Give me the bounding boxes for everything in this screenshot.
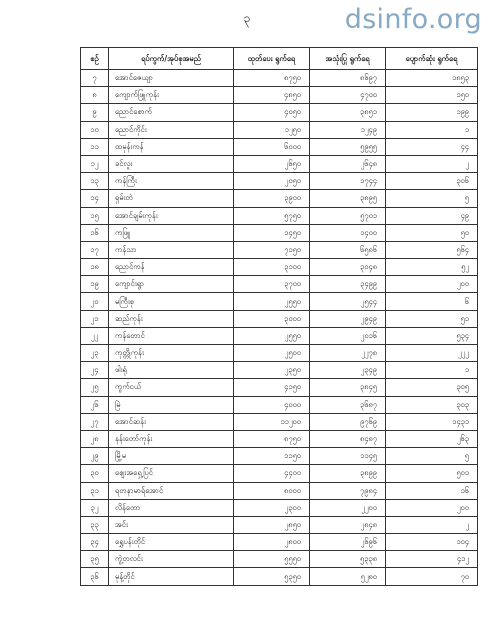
data-table bbox=[80, 47, 477, 586]
table-row bbox=[81, 551, 478, 568]
cell-used: ၂၂၀၀ bbox=[310, 499, 386, 516]
cell-lost: ၄၉ bbox=[386, 207, 478, 224]
table-row bbox=[81, 516, 478, 533]
cell-issued: ၅၃၅၀ bbox=[234, 568, 310, 585]
cell-issued: ၅၇၅၀ bbox=[234, 207, 310, 224]
cell-used: ၂၂၇၈ bbox=[310, 345, 386, 362]
cell-lost: ၇၀ bbox=[386, 568, 478, 585]
cell-lost: ၂၂၂ bbox=[386, 345, 478, 362]
cell-serial: ၁၁ bbox=[81, 138, 109, 155]
cell-used: ၂၆၉၆ bbox=[310, 534, 386, 551]
cell-lost: ၁ bbox=[386, 362, 478, 379]
cell-serial: ၉ bbox=[81, 104, 109, 121]
cell-ward-name: ကန်တောင် bbox=[109, 327, 234, 344]
header-lost: ပျောက်ဆုံး ရွက်ရေ bbox=[386, 48, 478, 70]
cell-ward-name: ထမုန်းကန် bbox=[109, 138, 234, 155]
cell-serial: ၃၁ bbox=[81, 482, 109, 499]
table-row bbox=[81, 499, 478, 516]
cell-serial: ၁၉ bbox=[81, 276, 109, 293]
cell-lost: ၁၈၅၃ bbox=[386, 70, 478, 87]
cell-serial: ၃၄ bbox=[81, 534, 109, 551]
cell-lost: ၁၄၃၁ bbox=[386, 413, 478, 430]
cell-used: ၆၅၈၆ bbox=[310, 241, 386, 258]
cell-issued: ၂၅၅၀ bbox=[234, 327, 310, 344]
cell-serial: ၁၃ bbox=[81, 173, 109, 190]
cell-issued: ၁၂၅၀ bbox=[234, 121, 310, 138]
cell-ward-name: ကန်သာ bbox=[109, 241, 234, 258]
cell-used: ၂၀၁၆ bbox=[310, 327, 386, 344]
table-row bbox=[81, 259, 478, 276]
table-row bbox=[81, 190, 478, 207]
cell-lost: ၅၆၄ bbox=[386, 241, 478, 258]
cell-used: ၇၉၈၄ bbox=[310, 482, 386, 499]
cell-ward-name: မကြီးစု bbox=[109, 293, 234, 310]
cell-used: ၃၈၉၅ bbox=[310, 190, 386, 207]
cell-serial: ၁၀ bbox=[81, 121, 109, 138]
cell-issued: ၂၅၅၀ bbox=[234, 293, 310, 310]
cell-ward-name: ရှမ်းတဲ bbox=[109, 190, 234, 207]
cell-ward-name: ကဖြူ bbox=[109, 224, 234, 241]
cell-issued: ၂၅၀၀ bbox=[234, 345, 310, 362]
cell-ward-name: ကျောက်ဖြူကုန်း bbox=[109, 87, 234, 104]
cell-issued: ၄၁၅၀ bbox=[234, 379, 310, 396]
header-serial: စဉ် bbox=[81, 48, 109, 70]
cell-issued: ၈၇၅၀ bbox=[234, 70, 310, 87]
cell-lost: ၂ bbox=[386, 155, 478, 172]
table-row bbox=[81, 448, 478, 465]
cell-serial: ၁၇ bbox=[81, 241, 109, 258]
cell-used: ၈၆၉၇ bbox=[310, 70, 386, 87]
table-row bbox=[81, 276, 478, 293]
cell-issued: ၁၁၅၀ bbox=[234, 448, 310, 465]
cell-serial: ၁၆ bbox=[81, 224, 109, 241]
table-row bbox=[81, 173, 478, 190]
cell-lost: ၅၀၁ bbox=[386, 465, 478, 482]
cell-issued: ၃၇၀၀ bbox=[234, 276, 310, 293]
cell-serial: ၂၂ bbox=[81, 327, 109, 344]
cell-issued: ၂၈၀၀ bbox=[234, 534, 310, 551]
cell-ward-name: ကျောင်းရွာ bbox=[109, 276, 234, 293]
table-row bbox=[81, 310, 478, 327]
cell-ward-name: ညောင်ကိုင်း bbox=[109, 121, 234, 138]
cell-lost: ၂ bbox=[386, 516, 478, 533]
cell-used: ၈၄၈၇ bbox=[310, 430, 386, 447]
cell-issued: ၈၇၅၀ bbox=[234, 430, 310, 447]
header-issued: ထုတ်ပေး ရွက်ရေ bbox=[234, 48, 310, 70]
cell-serial: ၁၅ bbox=[81, 207, 109, 224]
cell-used: ၁၂၄၉ bbox=[310, 121, 386, 138]
table-row bbox=[81, 413, 478, 430]
cell-ward-name: အောင်ချမ်းကုန်း bbox=[109, 207, 234, 224]
cell-issued: ၂၀၅၀ bbox=[234, 173, 310, 190]
table-row bbox=[81, 224, 478, 241]
cell-lost: ၅ bbox=[386, 448, 478, 465]
table-row bbox=[81, 121, 478, 138]
cell-ward-name: ညောင်ကန် bbox=[109, 259, 234, 276]
cell-lost: ၂၆၃ bbox=[386, 430, 478, 447]
cell-serial: ၃၅ bbox=[81, 551, 109, 568]
table-header-row bbox=[81, 48, 478, 70]
cell-lost: ၂၀၀ bbox=[386, 276, 478, 293]
cell-used: ၅၂၈၀ bbox=[310, 568, 386, 585]
cell-issued: ၁၁၂၀၀ bbox=[234, 413, 310, 430]
cell-used: ၃၈၅၁ bbox=[310, 104, 386, 121]
cell-ward-name: ဖါးရုံ bbox=[109, 362, 234, 379]
cell-serial: ၁၄ bbox=[81, 190, 109, 207]
cell-lost: ၃၀၃ bbox=[386, 396, 478, 413]
cell-serial: ၁၂ bbox=[81, 155, 109, 172]
cell-used: ၂၆၄၈ bbox=[310, 155, 386, 172]
table-row bbox=[81, 482, 478, 499]
cell-serial: ၃၃ bbox=[81, 516, 109, 533]
cell-lost: ၁၅၀ bbox=[386, 87, 478, 104]
cell-lost: ၁၀၄ bbox=[386, 534, 478, 551]
table-row bbox=[81, 379, 478, 396]
table-row bbox=[81, 293, 478, 310]
table-row bbox=[81, 70, 478, 87]
cell-used: ၃၄၉၉ bbox=[310, 276, 386, 293]
table-row bbox=[81, 138, 478, 155]
cell-used: ၂၈၄၈ bbox=[310, 516, 386, 533]
cell-used: ၃၈၄၅ bbox=[310, 379, 386, 396]
cell-ward-name: ညောင်စောက် bbox=[109, 104, 234, 121]
cell-used: ၉၇၆၉ bbox=[310, 413, 386, 430]
cell-lost: ၅ bbox=[386, 190, 478, 207]
table-row bbox=[81, 465, 478, 482]
cell-lost: ၄၄ bbox=[386, 138, 478, 155]
cell-serial: ၂၈ bbox=[81, 430, 109, 447]
cell-used: ၅၃၃၈ bbox=[310, 551, 386, 568]
table-row bbox=[81, 396, 478, 413]
cell-ward-name: ကွက်ငယ် bbox=[109, 379, 234, 396]
table-row bbox=[81, 241, 478, 258]
cell-issued: ၂၃၀၀ bbox=[234, 499, 310, 516]
cell-ward-name: ဈေးအရှေ့ပြင် bbox=[109, 465, 234, 482]
cell-lost: ၅၁ bbox=[386, 310, 478, 327]
cell-lost: ၂၀၀ bbox=[386, 499, 478, 516]
cell-serial: ၁၈ bbox=[81, 259, 109, 276]
cell-lost: ၁၉၉ bbox=[386, 104, 478, 121]
cell-issued: ၆၀၀၀ bbox=[234, 138, 310, 155]
cell-serial: ၃၀ bbox=[81, 465, 109, 482]
cell-lost: ၅၃၄ bbox=[386, 327, 478, 344]
cell-serial: ၈ bbox=[81, 87, 109, 104]
cell-ward-name: ခင်လူး bbox=[109, 155, 234, 172]
cell-ward-name: နန်းတော်ကုန်း bbox=[109, 430, 234, 447]
cell-used: ၅၇၀၁ bbox=[310, 207, 386, 224]
cell-ward-name: ဆည်ကုန်း bbox=[109, 310, 234, 327]
table-row bbox=[81, 327, 478, 344]
table-row bbox=[81, 534, 478, 551]
cell-lost: ၃၀၅ bbox=[386, 379, 478, 396]
cell-issued: ၂၆၅၀ bbox=[234, 155, 310, 172]
cell-used: ၂၉၄၉ bbox=[310, 310, 386, 327]
cell-ward-name: လိန်တော bbox=[109, 499, 234, 516]
cell-ward-name: ရွှေပန်းတိုင် bbox=[109, 534, 234, 551]
table-row bbox=[81, 87, 478, 104]
cell-issued: ၄၀၅၀ bbox=[234, 104, 310, 121]
cell-used: ၂၃၄၉ bbox=[310, 362, 386, 379]
cell-ward-name: ကွဲ့တလင်း bbox=[109, 551, 234, 568]
cell-ward-name: အင်း bbox=[109, 516, 234, 533]
cell-used: ၄၇၀၀ bbox=[310, 87, 386, 104]
cell-issued: ၂၃၅၀ bbox=[234, 362, 310, 379]
cell-lost: ၃၀၆ bbox=[386, 173, 478, 190]
table-row bbox=[81, 345, 478, 362]
cell-ward-name: အောင်ဆန်း bbox=[109, 413, 234, 430]
cell-lost: ၅၂ bbox=[386, 259, 478, 276]
table-row bbox=[81, 207, 478, 224]
page-number: ၃ bbox=[243, 11, 251, 25]
header-ward-name: ရပ်ကွက်/အုပ်စုအမည် bbox=[109, 48, 234, 70]
cell-serial: ၂၀ bbox=[81, 293, 109, 310]
table-row bbox=[81, 155, 478, 172]
cell-used: ၂၅၄၄ bbox=[310, 293, 386, 310]
cell-issued: ၄၀၀၀ bbox=[234, 396, 310, 413]
cell-serial: ၂၆ bbox=[81, 396, 109, 413]
cell-issued: ၁၄၅၀ bbox=[234, 224, 310, 241]
cell-serial: ၇ bbox=[81, 70, 109, 87]
cell-used: ၃၆၈၇ bbox=[310, 396, 386, 413]
cell-ward-name: မြဲ bbox=[109, 396, 234, 413]
table-row bbox=[81, 362, 478, 379]
cell-lost: ၅၀ bbox=[386, 224, 478, 241]
cell-serial: ၂၅ bbox=[81, 379, 109, 396]
cell-ward-name: မြို့မ bbox=[109, 448, 234, 465]
cell-ward-name: ရတနာမာရ်အောင် bbox=[109, 482, 234, 499]
cell-serial: ၂၄ bbox=[81, 362, 109, 379]
watermark: dsinfo.org bbox=[344, 4, 482, 35]
table-row bbox=[81, 104, 478, 121]
cell-ward-name: မုန့်တိုင် bbox=[109, 568, 234, 585]
cell-used: ၃၀၄၈ bbox=[310, 259, 386, 276]
cell-lost: ၁ bbox=[386, 121, 478, 138]
cell-issued: ၄၄၀၀ bbox=[234, 465, 310, 482]
cell-serial: ၂၁ bbox=[81, 310, 109, 327]
cell-used: ၁၄၀၀ bbox=[310, 224, 386, 241]
cell-lost: ၄၁၂ bbox=[386, 551, 478, 568]
cell-lost: ၁၆ bbox=[386, 482, 478, 499]
cell-used: ၃၈၉၉ bbox=[310, 465, 386, 482]
table-body bbox=[81, 70, 478, 586]
cell-issued: ၃၀၀၀ bbox=[234, 310, 310, 327]
cell-lost: ၆ bbox=[386, 293, 478, 310]
table-row bbox=[81, 568, 478, 585]
cell-issued: ၈၀၀၀ bbox=[234, 482, 310, 499]
header-used: အသုံးပြု ရွက်ရေ bbox=[310, 48, 386, 70]
cell-ward-name: ကန်ကြီး bbox=[109, 173, 234, 190]
cell-used: ၁၇၄၄ bbox=[310, 173, 386, 190]
cell-serial: ၂၉ bbox=[81, 448, 109, 465]
cell-serial: ၃၂ bbox=[81, 499, 109, 516]
cell-issued: ၄၈၅၀ bbox=[234, 87, 310, 104]
cell-used: ၅၉၅၅ bbox=[310, 138, 386, 155]
cell-issued: ၅၅၅၀ bbox=[234, 551, 310, 568]
cell-used: ၁၁၄၅ bbox=[310, 448, 386, 465]
cell-serial: ၂၇ bbox=[81, 413, 109, 430]
cell-ward-name: ကုတ္တိုကုန်း bbox=[109, 345, 234, 362]
cell-serial: ၂၃ bbox=[81, 345, 109, 362]
cell-serial: ၃၆ bbox=[81, 568, 109, 585]
cell-issued: ၃၉၀၀ bbox=[234, 190, 310, 207]
cell-issued: ၂၈၅၀ bbox=[234, 516, 310, 533]
cell-issued: ၇၁၅၀ bbox=[234, 241, 310, 258]
cell-ward-name: အောင်ဇေယျာ bbox=[109, 70, 234, 87]
cell-issued: ၃၁၀၀ bbox=[234, 259, 310, 276]
table-row bbox=[81, 430, 478, 447]
